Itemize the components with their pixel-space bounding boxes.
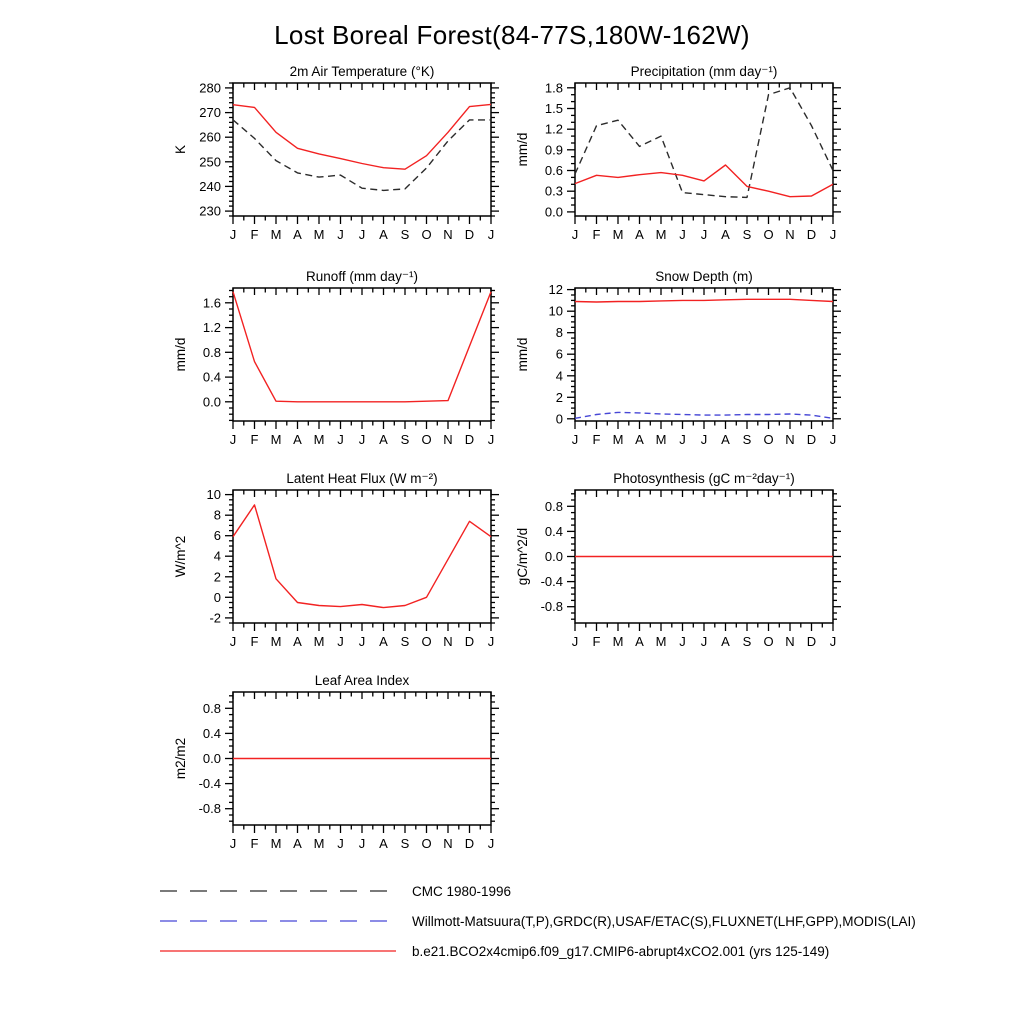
svg-text:0.0: 0.0: [202, 751, 221, 766]
panel-title: Leaf Area Index: [314, 673, 410, 688]
svg-text:N: N: [443, 227, 453, 242]
svg-text:A: A: [721, 227, 730, 242]
y-axis-label: gC/m^2/d: [515, 527, 530, 586]
svg-text:F: F: [592, 227, 601, 242]
panel-title: Photosynthesis (gC m⁻²day⁻¹): [613, 471, 795, 486]
svg-text:A: A: [635, 634, 644, 649]
svg-text:240: 240: [199, 178, 221, 194]
svg-text:0.8: 0.8: [544, 498, 563, 514]
legend-item-model: [158, 936, 916, 966]
svg-text:A: A: [379, 432, 388, 447]
svg-text:N: N: [785, 432, 795, 447]
month-labels: [230, 432, 495, 447]
svg-text:0.3: 0.3: [544, 183, 563, 199]
svg-text:6: 6: [213, 528, 221, 544]
x-axis-ticks: [575, 490, 833, 631]
svg-text:J: J: [829, 634, 837, 649]
svg-text:10: 10: [548, 303, 563, 319]
legend-line-cmc: [158, 881, 398, 901]
svg-text:M: M: [655, 227, 667, 242]
svg-text:M: M: [612, 634, 624, 649]
legend-label: Willmott-Matsuura(T,P),GRDC(R),USAF/ETAC(S),FLUXNET(LHF,GPP),MODIS(LAI): [412, 913, 916, 929]
series-obs-line: [575, 412, 833, 418]
svg-text:J: J: [337, 634, 344, 649]
svg-text:O: O: [421, 634, 432, 649]
svg-text:J: J: [358, 432, 366, 447]
svg-text:M: M: [270, 432, 282, 447]
legend-item-cmc: [158, 876, 916, 906]
svg-text:280: 280: [199, 80, 221, 96]
svg-text:4: 4: [555, 368, 563, 384]
svg-text:S: S: [400, 432, 410, 447]
svg-text:D: D: [464, 227, 475, 242]
panel-title: Snow Depth (m): [655, 269, 753, 284]
svg-text:D: D: [806, 432, 817, 447]
svg-text:J: J: [487, 836, 495, 851]
svg-text:J: J: [487, 227, 495, 242]
svg-text:0.0: 0.0: [544, 549, 563, 564]
svg-text:J: J: [679, 227, 686, 242]
svg-text:4: 4: [213, 548, 221, 564]
svg-text:1.5: 1.5: [544, 101, 563, 116]
svg-text:-0.8: -0.8: [198, 801, 221, 817]
legend-line-model: [158, 941, 398, 961]
svg-text:M: M: [270, 634, 282, 649]
x-axis-ticks: [575, 83, 833, 224]
y-axis-ticks: [225, 291, 499, 421]
svg-text:D: D: [806, 227, 817, 242]
svg-text:J: J: [337, 227, 344, 242]
svg-text:D: D: [464, 634, 475, 649]
svg-text:N: N: [443, 836, 453, 851]
svg-text:M: M: [612, 432, 624, 447]
svg-text:O: O: [421, 432, 432, 447]
svg-text:J: J: [571, 432, 579, 447]
svg-text:0.0: 0.0: [202, 394, 221, 410]
x-axis-ticks: [575, 288, 833, 429]
svg-text:J: J: [337, 432, 344, 447]
svg-text:J: J: [571, 227, 579, 242]
y-axis-label: mm/d: [173, 337, 188, 372]
svg-text:S: S: [400, 634, 410, 649]
svg-text:S: S: [400, 227, 410, 242]
chart-leaf-area-index: [138, 670, 518, 870]
svg-text:0.0: 0.0: [544, 204, 563, 220]
svg-text:A: A: [293, 227, 302, 242]
svg-text:O: O: [421, 836, 432, 851]
chart-runoff: [138, 266, 518, 466]
svg-text:A: A: [635, 227, 644, 242]
svg-text:A: A: [635, 432, 644, 447]
svg-text:230: 230: [199, 203, 221, 219]
page-title: Lost Boreal Forest(84-77S,180W-162W): [274, 20, 750, 50]
svg-text:J: J: [487, 432, 495, 447]
month-labels: [230, 634, 495, 649]
svg-text:250: 250: [199, 154, 221, 170]
y-axis-label: W/m^2: [173, 535, 188, 578]
chart-air-temperature: [138, 61, 518, 261]
legend-label: CMC 1980-1996: [412, 883, 512, 899]
svg-text:J: J: [700, 634, 708, 649]
plot-frame: [233, 83, 491, 216]
svg-text:J: J: [571, 634, 579, 649]
svg-text:J: J: [229, 227, 237, 242]
svg-text:J: J: [229, 432, 237, 447]
svg-text:D: D: [464, 432, 475, 447]
svg-text:F: F: [250, 634, 259, 649]
series-cmc-line: [233, 120, 491, 190]
svg-text:12: 12: [548, 282, 563, 298]
plot-frame: [233, 288, 491, 421]
plot-frame: [233, 490, 491, 623]
svg-text:A: A: [293, 432, 302, 447]
svg-text:J: J: [229, 836, 237, 851]
svg-text:S: S: [742, 634, 752, 649]
svg-text:-0.4: -0.4: [540, 574, 563, 590]
x-axis-ticks: [233, 692, 491, 833]
svg-text:A: A: [379, 836, 388, 851]
panel-title: Latent Heat Flux (W m⁻²): [286, 471, 438, 486]
svg-text:S: S: [742, 432, 752, 447]
svg-text:-0.4: -0.4: [198, 776, 221, 792]
svg-text:O: O: [763, 634, 774, 649]
legend-line-obs: [158, 911, 398, 931]
svg-text:M: M: [313, 634, 325, 649]
svg-text:M: M: [313, 227, 325, 242]
svg-text:1.6: 1.6: [202, 295, 221, 311]
svg-text:M: M: [270, 227, 282, 242]
legend-item-obs: [158, 906, 916, 936]
svg-text:F: F: [592, 634, 601, 649]
y-axis-label: m2/m2: [173, 737, 188, 780]
svg-text:J: J: [679, 432, 686, 447]
svg-text:0.4: 0.4: [544, 523, 563, 539]
panel-title: Precipitation (mm day⁻¹): [630, 64, 778, 79]
svg-text:J: J: [700, 432, 708, 447]
month-labels: [572, 432, 837, 447]
svg-text:D: D: [464, 836, 475, 851]
svg-text:A: A: [721, 432, 730, 447]
month-labels: [572, 634, 837, 649]
x-axis-ticks: [233, 288, 491, 429]
svg-text:-0.8: -0.8: [540, 599, 563, 615]
plot-frame: [575, 288, 833, 421]
svg-text:6: 6: [555, 346, 563, 362]
month-labels: [572, 227, 837, 242]
svg-text:F: F: [250, 227, 259, 242]
panel-title: Runoff (mm day⁻¹): [306, 269, 418, 284]
svg-text:J: J: [337, 836, 344, 851]
y-axis-ticks: [225, 495, 499, 623]
series-model-line: [575, 299, 833, 302]
svg-text:0: 0: [213, 589, 221, 605]
svg-text:0: 0: [555, 411, 563, 427]
svg-text:M: M: [270, 836, 282, 851]
svg-text:A: A: [293, 836, 302, 851]
svg-text:A: A: [379, 227, 388, 242]
svg-text:D: D: [806, 634, 817, 649]
svg-text:10: 10: [206, 487, 221, 503]
svg-text:S: S: [742, 227, 752, 242]
svg-text:1.2: 1.2: [202, 320, 221, 336]
y-axis-label: mm/d: [515, 132, 530, 167]
svg-text:J: J: [229, 634, 237, 649]
y-axis-ticks: [567, 290, 841, 419]
svg-text:260: 260: [199, 129, 221, 145]
svg-text:0.4: 0.4: [202, 725, 221, 741]
y-axis-label: mm/d: [515, 337, 530, 372]
x-axis-ticks: [233, 490, 491, 631]
svg-text:J: J: [358, 227, 366, 242]
svg-text:J: J: [700, 227, 708, 242]
svg-text:270: 270: [199, 105, 221, 121]
svg-text:-2: -2: [209, 610, 221, 626]
svg-text:M: M: [655, 634, 667, 649]
chart-precipitation: [480, 61, 860, 261]
y-axis-ticks: [225, 83, 499, 216]
svg-text:M: M: [313, 836, 325, 851]
svg-text:A: A: [293, 634, 302, 649]
svg-text:J: J: [358, 836, 366, 851]
svg-text:O: O: [421, 227, 432, 242]
svg-text:2: 2: [555, 389, 563, 405]
panel-title: 2m Air Temperature (°K): [289, 64, 435, 79]
svg-text:O: O: [763, 227, 774, 242]
y-axis-label: K: [173, 144, 188, 155]
svg-text:J: J: [358, 634, 366, 649]
legend: [158, 876, 916, 966]
svg-text:N: N: [443, 634, 453, 649]
svg-text:1.2: 1.2: [544, 121, 563, 137]
svg-text:0.9: 0.9: [544, 142, 563, 158]
x-axis-ticks: [233, 83, 491, 224]
month-labels: [230, 836, 495, 851]
svg-text:M: M: [612, 227, 624, 242]
svg-text:N: N: [785, 227, 795, 242]
svg-text:J: J: [829, 227, 837, 242]
svg-text:A: A: [721, 634, 730, 649]
svg-text:0.8: 0.8: [202, 700, 221, 716]
svg-text:N: N: [443, 432, 453, 447]
series-model-line: [233, 505, 491, 608]
chart-snow-depth: [480, 266, 860, 466]
svg-text:0.4: 0.4: [202, 369, 221, 385]
svg-text:A: A: [379, 634, 388, 649]
svg-text:J: J: [829, 432, 837, 447]
legend-label: b.e21.BCO2x4cmip6.f09_g17.CMIP6-abrupt4xCO2.001 (yrs 125-149): [412, 943, 830, 959]
chart-photosynthesis: [480, 468, 860, 668]
chart-latent-heat-flux: [138, 468, 518, 668]
series-model-line: [233, 292, 491, 402]
svg-text:N: N: [785, 634, 795, 649]
svg-text:8: 8: [555, 325, 563, 341]
svg-text:2: 2: [213, 569, 221, 585]
svg-text:M: M: [655, 432, 667, 447]
svg-text:M: M: [313, 432, 325, 447]
svg-text:F: F: [250, 836, 259, 851]
svg-text:8: 8: [213, 507, 221, 523]
svg-text:J: J: [487, 634, 495, 649]
svg-text:0.6: 0.6: [544, 163, 563, 178]
svg-text:F: F: [592, 432, 601, 447]
svg-text:O: O: [763, 432, 774, 447]
month-labels: [230, 227, 495, 242]
series-model-line: [575, 165, 833, 197]
svg-text:J: J: [679, 634, 686, 649]
svg-text:S: S: [400, 836, 410, 851]
svg-text:F: F: [250, 432, 259, 447]
svg-text:0.8: 0.8: [202, 344, 221, 360]
svg-text:1.8: 1.8: [544, 80, 563, 96]
